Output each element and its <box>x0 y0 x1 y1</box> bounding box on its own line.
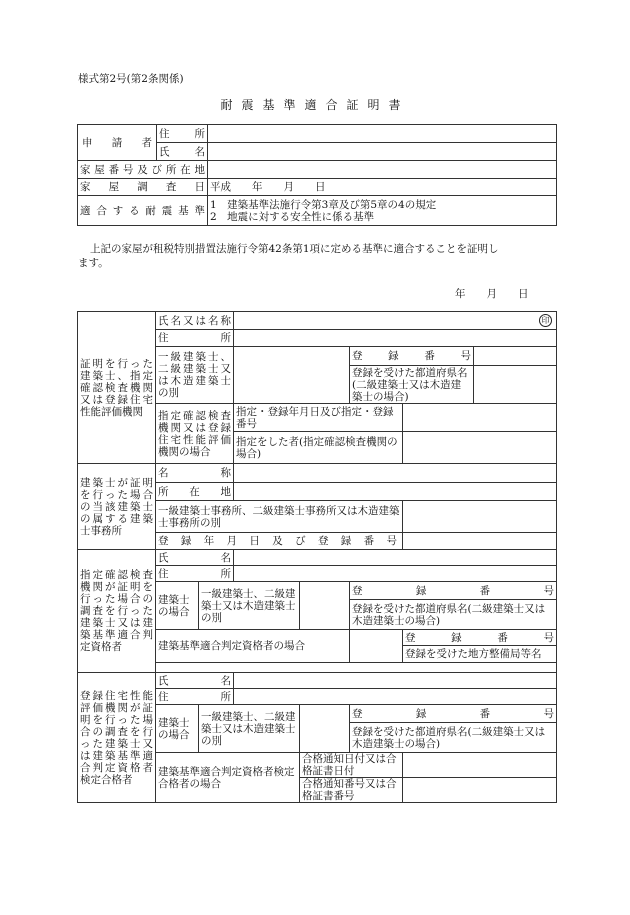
certifier-reg-number-label: 登 録 番 号 <box>350 347 474 366</box>
certifier-class-field[interactable] <box>234 347 350 404</box>
inspection-spacer-row <box>156 663 557 673</box>
inspection-section-label: 指定確認検査機関が証明を行った場合の調査を行った建築士又は建築基準適合判定資格者 <box>78 550 156 673</box>
standard-option-1[interactable]: 1 建築基準法施行令第3章及び第5章の4の規定 <box>210 198 437 211</box>
standard-options[interactable] <box>208 196 557 226</box>
office-section-label: 建築士が証明を行った場合の当該建築士の属する建築士事務所 <box>78 464 156 550</box>
office-location-field[interactable] <box>234 483 557 501</box>
certifier-table <box>77 311 557 803</box>
housing-class-label: 一級建築士、二級建築士又は木造建築士の別 <box>199 705 300 753</box>
certifier-reg-prefecture-field[interactable] <box>474 366 557 404</box>
inspection-address-field[interactable] <box>234 566 557 582</box>
housing-reg-number-label: 登 録 番 号 <box>350 705 557 723</box>
name-label: 氏 名 <box>157 143 208 161</box>
housing-address-label: 住 所 <box>156 689 234 705</box>
housing-exam-label: 建築基準適合判定資格者検定合格者の場合 <box>156 753 300 803</box>
applicant-address-field[interactable] <box>208 125 557 143</box>
certifier-address-field[interactable] <box>234 330 557 347</box>
survey-date-field[interactable]: 平成 年 月 日 <box>208 179 557 196</box>
page-title: 耐震基準適合証明書 <box>220 98 410 112</box>
office-reg-label: 登録年月日及び登録番号 <box>156 533 403 550</box>
housing-pass-date-field[interactable] <box>403 753 557 778</box>
inspection-class-label: 一級建築士、二級建築士又は木造建築士の別 <box>199 582 300 630</box>
inspection-class-field[interactable] <box>300 582 350 630</box>
office-name-field[interactable] <box>234 464 557 483</box>
housing-pass-number-label: 合格通知番号又は合格証書番号 <box>300 778 403 803</box>
standard-option-2[interactable]: 2 地震に対する安全性に係る基準 <box>210 210 375 223</box>
house-number-label: 家屋番号及び所在地 <box>78 161 208 179</box>
office-reg-field[interactable] <box>403 533 557 550</box>
agency-case-label: 指定確認検査機関又は登録住宅性能評価機関の場合 <box>156 404 234 464</box>
statement-line-1: 上記の家屋が租税特別措置法施行令第42条第1項に定める基準に適合することを証明し <box>90 243 499 255</box>
housing-class-field[interactable] <box>300 705 350 753</box>
certifier-name-field[interactable] <box>234 312 557 330</box>
inspection-reg-number-label: 登 録 番 号 <box>350 582 557 600</box>
inspection-reg-prefecture-label: 登録を受けた都道府県名(二級建築士又は木造建築士の場合) <box>350 600 557 630</box>
designator-label: 指定をした者(指定確認検査機関の場合) <box>234 432 403 464</box>
certifier-section-label: 証明を行った建築士、指定確認検査機関又は登録住宅性能評価機関 <box>78 312 156 464</box>
survey-date-label: 家 屋 調 査 日 <box>78 179 208 196</box>
housing-name-field[interactable] <box>234 673 557 689</box>
office-location-label: 所 在 地 <box>156 483 234 501</box>
applicant-name-field[interactable] <box>208 143 557 161</box>
certifier-reg-number-field[interactable] <box>474 347 557 366</box>
certifier-address-label: 住 所 <box>156 330 234 347</box>
housing-reg-prefecture-label: 登録を受けた都道府県名(二級建築士又は木造建築士の場合) <box>350 723 557 753</box>
standard-label: 適合する耐震基準 <box>78 196 208 226</box>
statement-line-2: ます。 <box>78 257 109 269</box>
designation-label: 指定・登録年月日及び指定・登録番号 <box>234 404 403 432</box>
designator-field[interactable] <box>403 432 557 464</box>
inspection-architect-case-label: 建築士の場合 <box>156 582 199 630</box>
applicant-table <box>77 124 557 226</box>
certificate-date[interactable]: 年 月 日 <box>455 288 529 300</box>
housing-pass-date-label: 合格通知日付又は合格証書日付 <box>300 753 403 778</box>
inspection-address-label: 住 所 <box>156 566 234 582</box>
address-label: 住 所 <box>157 125 208 143</box>
seal-mark: 印 <box>539 314 552 327</box>
applicant-label: 申 請 者 <box>78 125 157 161</box>
inspection-name-label: 氏 名 <box>156 550 234 566</box>
certifier-reg-prefecture-label: 登録を受けた都道府県名(二級建築士又は木造建築士の場合) <box>350 366 474 404</box>
form-number: 様式第2号(第2条関係) <box>78 73 184 85</box>
house-number-field[interactable] <box>208 161 557 179</box>
inspection-judge-field[interactable] <box>350 630 403 663</box>
certifier-class-label: 一級建築士、二級建築士又は木造建築士の別 <box>156 347 234 404</box>
office-class-field[interactable] <box>403 501 557 533</box>
housing-name-label: 氏 名 <box>156 673 234 689</box>
housing-pass-number-field[interactable] <box>403 778 557 803</box>
office-name-label: 名 称 <box>156 464 234 483</box>
inspection-judge-reg-label: 登 録 番 号 <box>403 630 557 646</box>
housing-section-label: 登録住宅性能評価機関が証明を行った場合の調査を行った建築士又は建築基準適合判定資格者検定合格者 <box>78 673 156 803</box>
certifier-name-label: 氏名又は名称 <box>156 312 234 330</box>
office-class-label: 一級建築士事務所、二級建築士事務所又は木造建築士事務所の別 <box>156 501 403 533</box>
housing-architect-case-label: 建築士の場合 <box>156 705 199 753</box>
designation-field[interactable] <box>403 404 557 432</box>
inspection-judge-bureau-label: 登録を受けた地方整備局等名 <box>403 646 557 663</box>
inspection-name-field[interactable] <box>234 550 557 566</box>
inspection-judge-label: 建築基準適合判定資格者の場合 <box>156 630 350 663</box>
housing-address-field[interactable] <box>234 689 557 705</box>
